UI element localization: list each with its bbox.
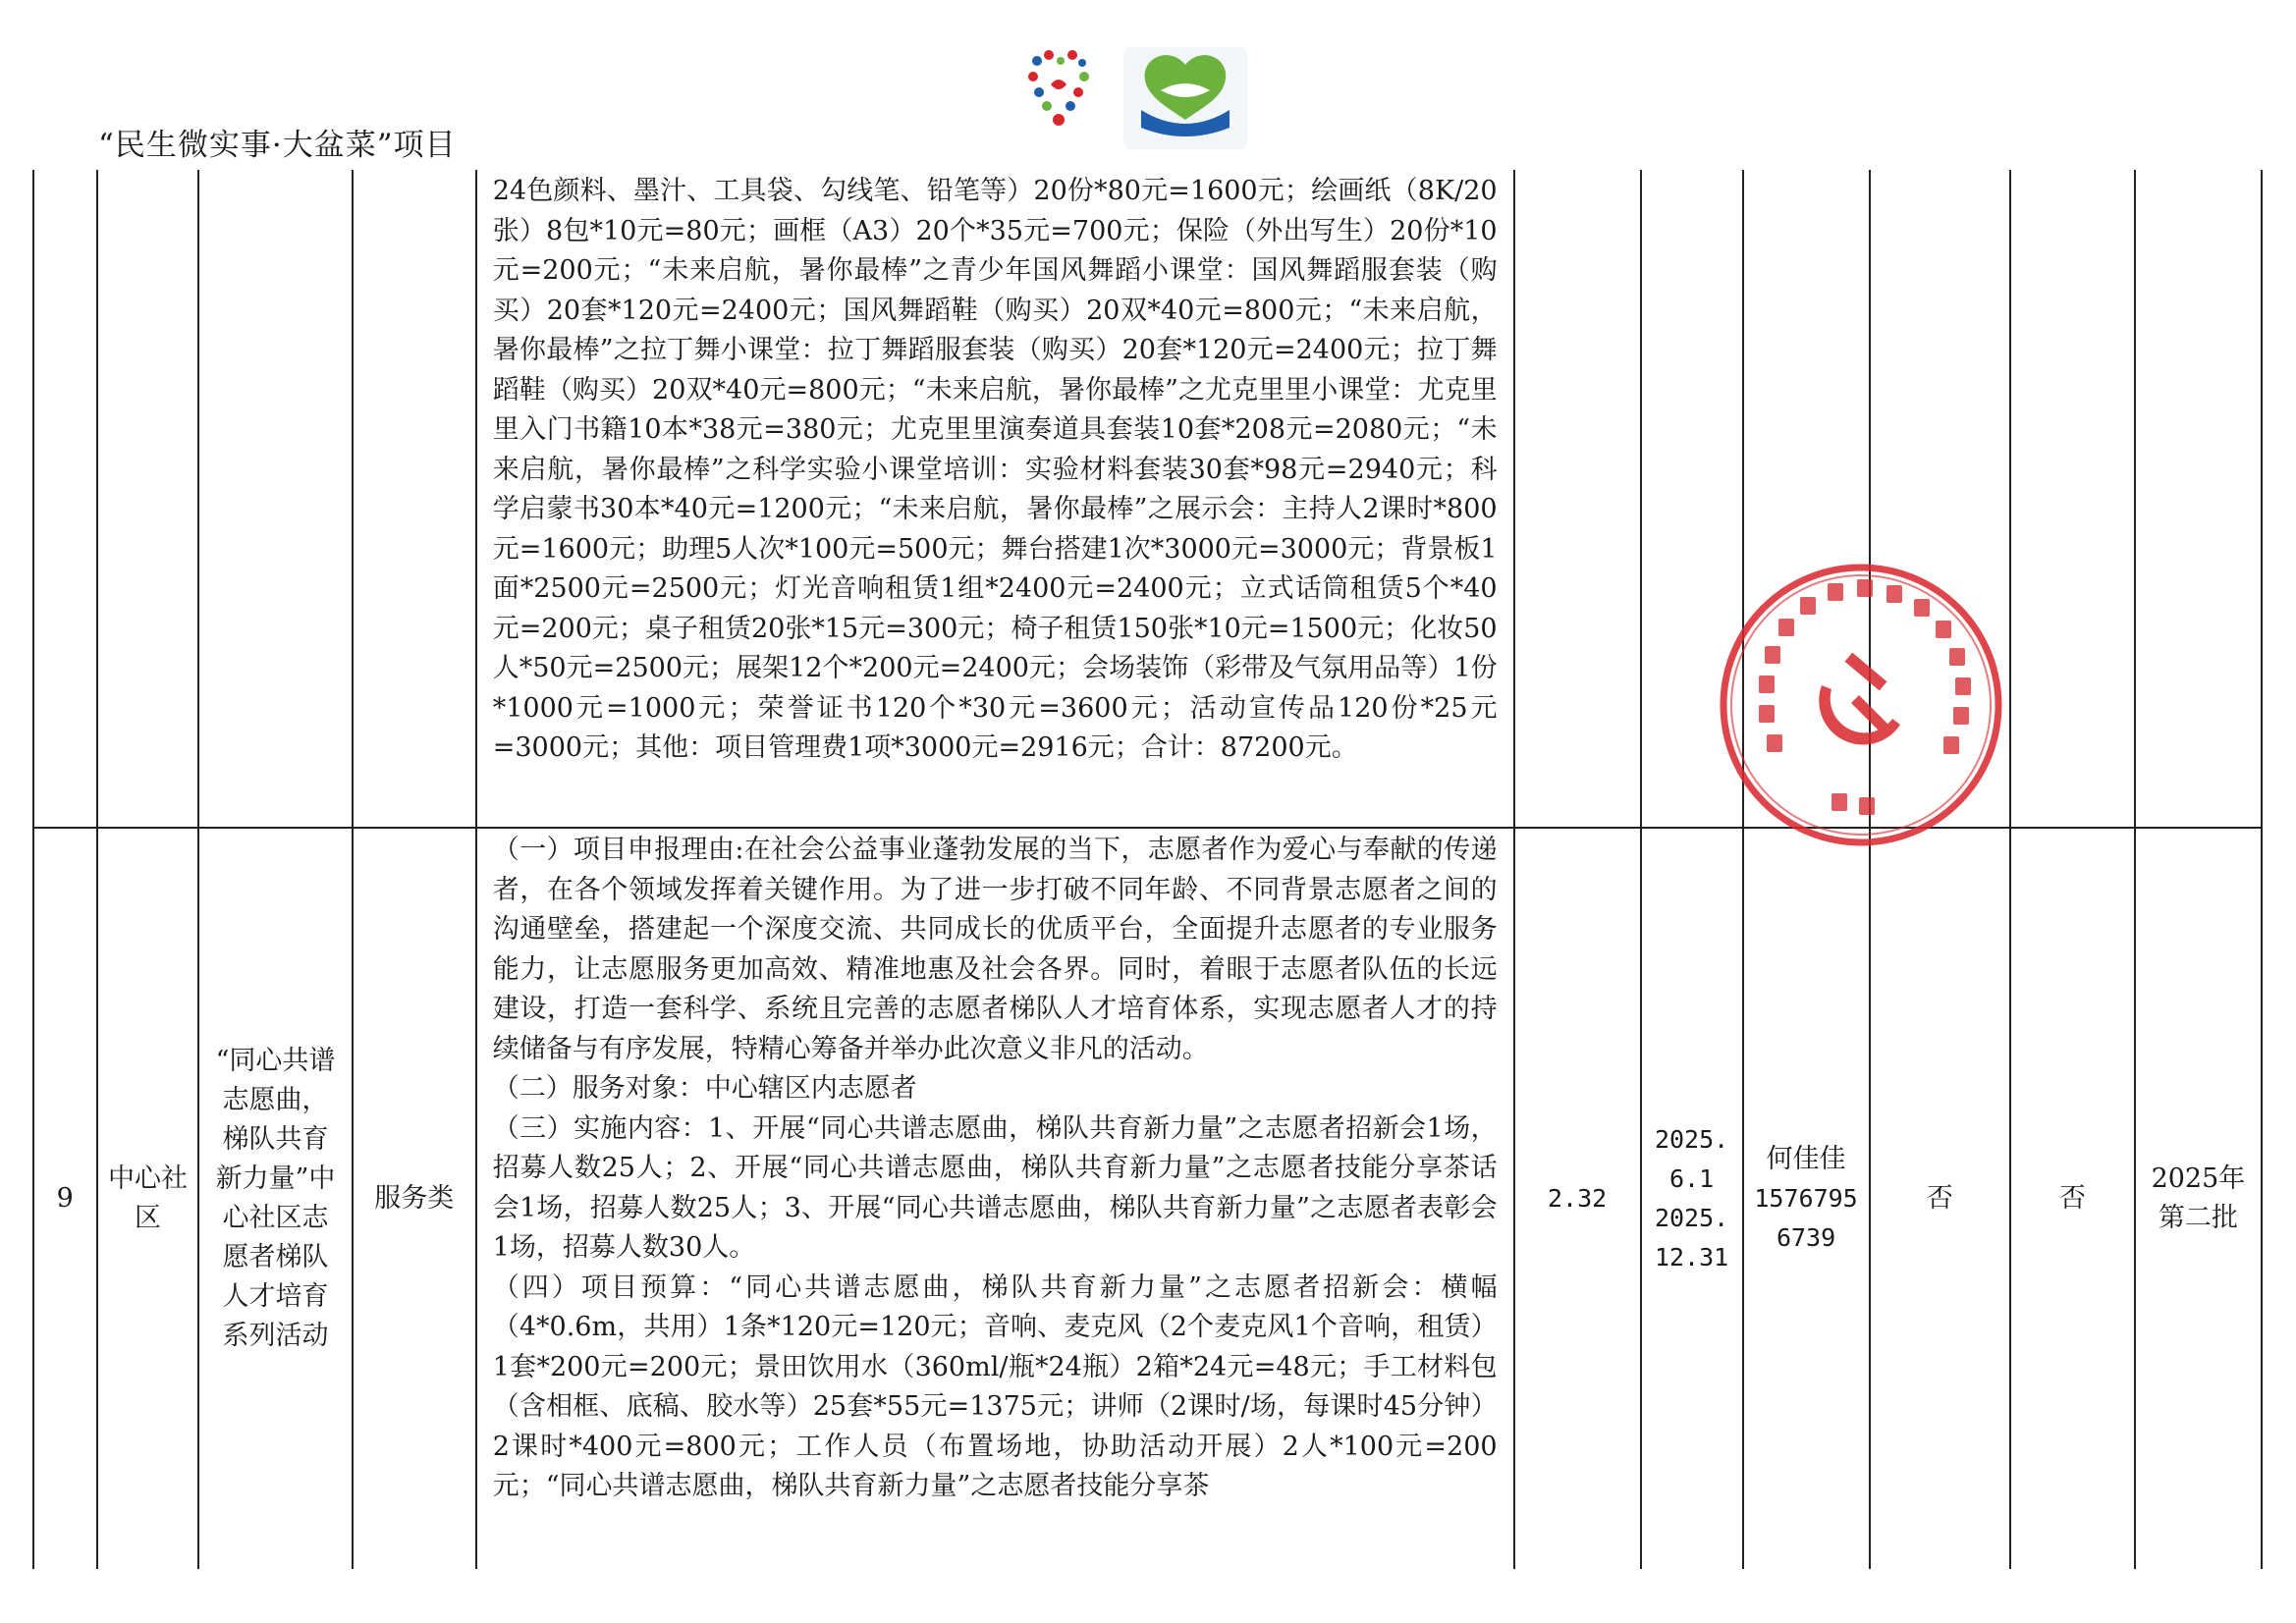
cell-contact	[1743, 170, 1870, 828]
cell-contact	[1743, 828, 1870, 1569]
cell-index	[33, 170, 97, 828]
cell-category	[353, 170, 476, 828]
cell-batch	[2135, 828, 2262, 1569]
cell-amount	[1514, 170, 1641, 828]
cell-field-a	[1870, 170, 2010, 828]
content-budget: （四）项目预算：“同心共谱志愿曲，梯队共育新力量”之志愿者招新会：横幅（4*0.6m，共用）1条*120元=120元；音响、麦克风（2个麦克风1个音响，租赁）1套*200元=200元；景田饮用水（360ml/瓶*24瓶）2箱*24元=48元；手工材料包（含相框、底稿、胶水等）25套*55元=1375元；讲师（2课时/场，每课时45分钟）2课时*400元=800元；工作人员（布置场地，协助活动开展）2人*100元=200元；“同心共谱志愿曲，梯队共育新力量”之志愿者技能分享茶	[492, 1271, 1498, 1501]
content-implementation: （三）实施内容：1、开展“同心共谱志愿曲，梯队共育新力量”之志愿者招新会1场，招募人数25人；2、开展“同心共谱志愿曲，梯队共育新力量”之志愿者技能分享茶话会1场，招募人数25人；3、开展“同心共谱志愿曲，梯队共育新力量”之志愿者表彰会1场，招募人数30人。	[492, 1112, 1498, 1263]
cell-unit	[97, 170, 199, 828]
project-table	[32, 170, 2263, 1569]
cell-content	[476, 828, 1514, 1569]
logo-group	[1021, 41, 1257, 157]
cell-field-a	[1870, 828, 2010, 1569]
period-end: 2025.12.31	[1654, 1204, 1729, 1271]
cell-field-b	[2010, 828, 2135, 1569]
cell-index	[33, 828, 97, 1569]
cell-project-name	[198, 828, 352, 1569]
cell-project-name	[198, 170, 352, 828]
content-continued-text: 24色颜料、墨汁、工具袋、勾线笔、铅笔等）20份*80元=1600元；绘画纸（8K/20张）8包*10元=80元；画框（A3）20个*35元=700元；保险（外出写生）20份*10元=200元；“未来启航，暑你最棒”之青少年国风舞蹈小课堂：国风舞蹈服套装（购买）20套*120元=2400元；国风舞蹈鞋（购买）20双*40元=800元；“未来启航，暑你最棒”之拉丁舞小课堂：拉丁舞蹈服套装（购买）20套*120元=2400元；拉丁舞蹈鞋（购买）20双*40元=800元；“未来启航，暑你最棒”之尤克里里小课堂：尤克里里入门书籍10本*38元=380元；尤克里里演奏道具套装10套*208元=2080元；“未来启航，暑你最棒”之科学实验小课堂培训：实验材料套装30套*98元=2940元；科学启蒙书30本*40元=1200元；“未来启航，暑你最棒”之展示会：主持人2课时*800元=1600元；助理5人次*100元=500元；舞台搭建1次*3000元=3000元；背景板1面*2500元=2500元；灯光音响租赁1组*2400元=2400元；立式话筒租赁5个*40元=200元；桌子租赁20张*15元=300元；椅子租赁150张*10元=1500元；化妆50人*50元=2500元；展架12个*200元=2400元；会场装饰（彩带及气氛用品等）1份*1000元=1000元；荣誉证书120个*30元=3600元；活动宣传品120份*25元=3000元；其他：项目管理费1项*3000元=2916元；合计：87200元。	[492, 176, 1498, 763]
page-header-title: “民生微实事·大盆菜”项目	[98, 128, 457, 163]
cell-period	[1641, 828, 1743, 1569]
contact-phone: 15767956739	[1754, 1184, 1858, 1252]
table-row	[33, 828, 2262, 1569]
period-start: 2025.6.1	[1654, 1125, 1729, 1193]
contact-name: 何佳佳	[1766, 1144, 1846, 1174]
cell-content	[476, 170, 1514, 828]
unit-name: 中心社区	[107, 1163, 188, 1233]
cell-field-b	[2010, 170, 2135, 828]
header-logos	[1021, 41, 1257, 157]
amount-value: 2.32	[1548, 1184, 1608, 1213]
content-reason: （一）项目申报理由:在社会公益事业蓬勃发展的当下，志愿者作为爱心与奉献的传递者，在各个领域发挥着关键作用。为了进一步打破不同年龄、不同背景志愿者之间的沟通壁垒，搭建起一个深度交流、共同成长的优质平台，全面提升志愿者的专业服务能力，让志愿服务更加高效、精准地惠及社会各界。同时，着眼于志愿者队伍的长远建设，打造一套科学、系统且完善的志愿者梯队人才培育体系，实现志愿者人才的持续储备与有序发展，特精心筹备并举办此次意义非凡的活动。	[492, 835, 1498, 1064]
content-target: （二）服务对象：中心辖区内志愿者	[492, 1073, 917, 1104]
cell-amount	[1514, 828, 1641, 1569]
cell-category	[353, 828, 476, 1569]
cell-period	[1641, 170, 1743, 828]
project-category: 服务类	[374, 1183, 455, 1214]
field-a-value: 否	[1926, 1183, 1953, 1214]
field-b-value: 否	[2058, 1183, 2086, 1214]
cell-unit	[97, 828, 199, 1569]
table-row	[33, 170, 2262, 828]
row-index: 9	[56, 1183, 74, 1214]
minsheng-logo	[1123, 47, 1247, 149]
cell-batch	[2135, 170, 2262, 828]
batch-value: 2025年第二批	[2151, 1163, 2246, 1233]
project-name: “同心共谱志愿曲，梯队共育新力量”中心社区志愿者梯队人才培育系列活动	[215, 1046, 336, 1351]
party-heart-logo	[1028, 50, 1089, 126]
